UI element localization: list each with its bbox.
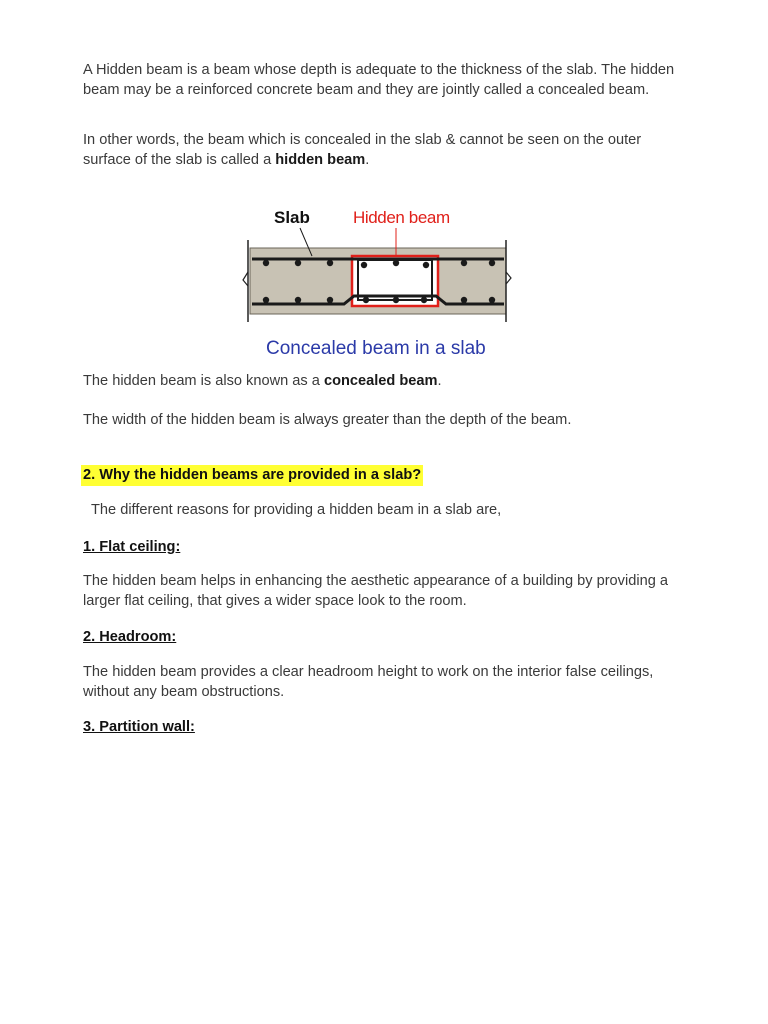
headroom-text: The hidden beam provides a clear headroom height to work on the interior false ceilings, without any beam obstructions. [83,664,654,700]
concealed-beam-term: concealed beam [323,373,438,389]
intro-paragraph-2-end: . [365,152,370,168]
reasons-intro: The different reasons for providing a hidden beam in a slab are, [91,502,502,518]
aka-paragraph [83,371,693,391]
intro-paragraph-2 [83,130,693,170]
width-note: The width of the hidden beam is always greater than the depth of the beam. [83,412,572,428]
slab-label: Slab [274,208,310,227]
hidden-beam-label: Hidden beam [353,208,450,227]
hidden-beam-term: hidden beam [275,152,366,168]
partition-wall-heading: 3. Partition wall: [83,719,195,735]
aka-end: . [437,373,442,389]
intro-paragraph-1: A Hidden beam is a beam whose depth is adequate to the thickness of the slab. The hidden beam may be a reinforced concrete beam and they are jointly called a concealed beam. [83,62,675,98]
aka-text: The hidden beam is also known as a [83,373,324,389]
flat-ceiling-text: The hidden beam helps in enhancing the aesthetic appearance of a building by providing a larger flat ceiling, that gives a wider space look to the room. [83,573,668,609]
headroom-heading: 2. Headroom: [83,629,177,645]
section-2-heading: 2. Why the hidden beams are provided in a slab? [81,465,423,486]
intro-paragraph-2-text: In other words, the beam which is concealed in the slab & cannot be seen on the outer surface of the slab is called a [83,132,642,168]
concealed-beam-figure [240,200,520,365]
figure-caption: Concealed beam in a slab [266,338,486,359]
flat-ceiling-heading: 1. Flat ceiling: [83,539,181,555]
